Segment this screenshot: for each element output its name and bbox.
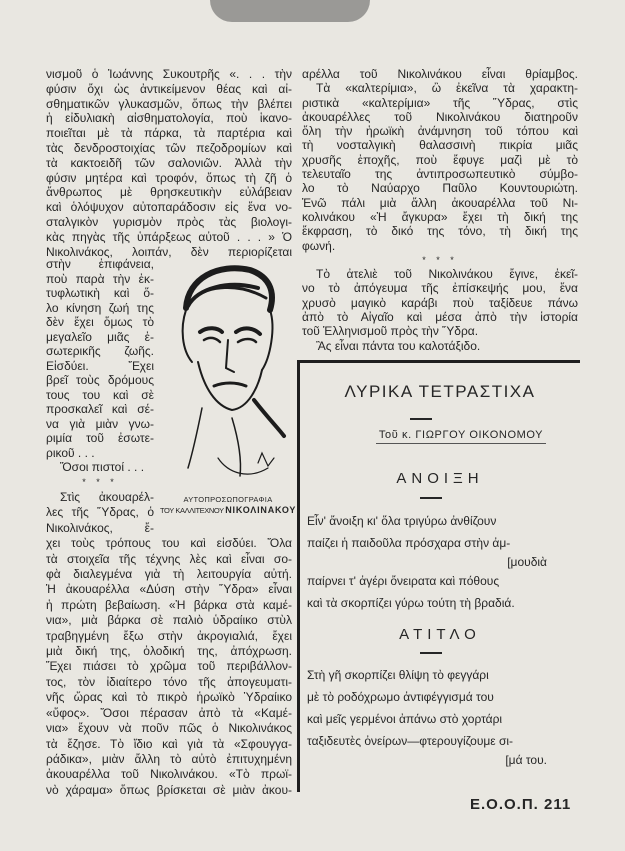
text-line: τὰ ἔζησε. Τὸ ἴδιο καὶ γιὰ τὰ «Σφουγγα- <box>46 736 292 751</box>
text-line: καὶ ὁλόψυχον αὐτοπαράδοσιν εἰς ἕνα νο- <box>46 200 292 215</box>
caption-prefix: ΤΟΥ ΚΑΛΛΙΤΕΧΝΟΥ <box>160 506 226 515</box>
text-line: σταλγικὸν γυρισμὸν πρὸς τὰς βιολογι- <box>46 214 292 229</box>
text-line: μεγαλεῖο μιᾶς ἐ- <box>46 329 154 344</box>
text-line: λο τὸ Ναύαρχο Παῦλο Κουντουριώτη. <box>302 181 578 196</box>
text-line: ἀκουαρέλλες τοῦ Νικολινάκου διατηροῦν <box>302 109 578 124</box>
text-line: ἀπὸ τὸ Αἰγαῖο καὶ μέσα ἀπὸ τὴν ἱστορία <box>302 310 578 325</box>
box-top-rule <box>300 360 580 363</box>
text-line: φωνή. <box>302 238 336 253</box>
poem-line: Εἶν' ἄνοιξη κι' ὅλα τριγύρω ἀνθίζουν <box>307 514 497 528</box>
caption-line-2 <box>160 505 296 516</box>
text-line: προσκαλεῖ καὶ σέ- <box>46 402 154 416</box>
text-line: τὰ στοιχεῖα τῆς τέχνης λὲς καὶ εἶναι σο- <box>46 551 292 566</box>
text-line: ποιεῖται μὲ τὰ πάρκα, τὰ παρτέρια καὶ <box>46 126 292 141</box>
text-line: ράδικα», μιὰν ἄλλη τὸ αὐτὸ ἐπιτυχημένη <box>46 751 292 766</box>
poem-line: καὶ μεῖς γερμένοι ἀπάνω στὸ χορτάρι <box>307 712 503 726</box>
text-line: νο τὸ ἀπόγευμα τῆς ἐπίσκεψής μου, ἕνα <box>302 281 578 296</box>
poem1-dash <box>420 497 442 499</box>
text-line: ἔκφραση, τὸ δικό της τόνο, τὴ δική της <box>302 224 578 239</box>
text-line: Ἂς εἶναι πάντα του καλοτάξιδο. <box>316 338 481 353</box>
text-line: ριστικὰ «καλτερίμια» τῆς Ὕδρας, στὶς <box>302 95 578 110</box>
text-line: λες τῆς Ὕδρας, ὁ <box>46 505 154 520</box>
text-line: ἡ εἰδυλιακὴ αἰσθηματολογία, ποὺ ἱκανο- <box>46 111 292 126</box>
text-line: χρυσὸ μαγικὸ καράβι ποὺ ταξίδευε πάνω <box>302 295 578 310</box>
poems-byline: Τοῦ κ. ΓΙΩΡΓΟΥ ΟΙΚΟΝΟΜΟΥ <box>376 428 546 444</box>
poem1-title: ΑΝΟΙΞΗ <box>396 470 484 487</box>
text-line: κολινάκου «Ἡ ἄγκυρα» ἔχει τὴ δική της <box>302 209 578 224</box>
text-line: ἄνθρωπος μὲ θρησκευτικὴν εὐλάβειαν <box>46 185 292 200</box>
text-line: ποὺ παρὰ τὴν ἐκ- <box>46 271 154 286</box>
poem2-text <box>307 664 547 768</box>
text-line: σωτερικῆς ζωῆς. <box>46 344 154 358</box>
portrait-caption <box>160 494 296 516</box>
text-line: Νικολινάκος, ἔ- <box>46 520 154 535</box>
text-line: τραβηγμένη ἔξω στὴν ἀκρογιαλιά, ἔχει <box>46 628 292 643</box>
text-line: τους του καὶ σὲ <box>46 387 154 402</box>
text-line: «ὕφος». Ὅσοι πέρασαν ἀπὸ τὰ «Καμέ- <box>46 705 292 720</box>
poem-line: μὲ τὸ ροδόχρωμο ἀντιφέγγισμά του <box>307 690 494 704</box>
article-left-narrow <box>46 257 154 489</box>
text-line: φὰ διαλεγμένα γιὰ τὴ λειτουργία αὐτή. <box>46 567 292 582</box>
text-line: Εἰσδύει. Ἔχει <box>46 358 154 373</box>
text-line: αρέλλα τοῦ Νικολινάκου εἶναι θρίαμβος. <box>302 67 578 81</box>
poem-line: ταξιδευτὲς ὀνείρων—φτερουγίζουμε σι- <box>307 734 514 748</box>
text-line: τελευταῖο της ἀντιπροσωπευτικὸ σύμβο- <box>302 167 578 182</box>
text-line: ρικοῦ . . . <box>46 445 95 460</box>
text-line: φύσιν ὄχι ὡς ἀντικείμενον θέας καὶ αἰ- <box>46 81 292 96</box>
text-line: Ἔχει πιάσει τὸ χρῶμα τοῦ περιβάλλον- <box>46 659 292 674</box>
text-line: * * * <box>422 254 458 265</box>
self-portrait-drawing <box>158 258 294 486</box>
text-line: Τὸ ἀτελιὲ τοῦ Νικολινάκου ἔγινε, ἐκεῖ- <box>316 267 578 282</box>
poem-line: παίρνει τ' ἀγέρι ὄνειρατα καὶ πόθους <box>307 574 500 588</box>
text-line: τὰ κακτοειδῆ τῶν σαλονιῶν. Ἀλλὰ τὴν <box>46 155 292 170</box>
text-line: τοῦ Ἑλληνισμοῦ πρὸς τὴν Ὕδρα. <box>302 324 479 339</box>
text-line: νὸ χάραμα» ὅπως βρίσκεται σὲ μιὰν ἀκου- <box>46 782 292 797</box>
poem-line-continuation: [μουδιὰ <box>507 555 547 569</box>
text-line: χρυσῆς ἐποχῆς, ποὺ ἔφυγε μαζὶ μὲ τὸ <box>302 152 578 167</box>
text-line: μιὰ δική της, ὁλοδική της, ἀπόχρωση. <box>46 644 292 659</box>
text-line: ἀκουαρέλλα τοῦ Νικολινάκου. «Τὸ πρωϊ- <box>46 767 292 782</box>
text-line: Ἡ ἀκουαρέλλα «Δύση στὴν Ὕδρα» εἶναι <box>46 582 292 597</box>
text-line: Στὶς ἀκουαρέλ- <box>60 490 154 504</box>
poem2-title: ΑΤΙΤΛΟ <box>399 626 481 643</box>
poem-line-continuation: [μά του. <box>505 753 547 767</box>
text-line: Ὅσοι πιστοί . . . <box>60 460 145 474</box>
text-line: τὴ νοσταλγικὴ θαλασσινὴ πικρία μιᾶς <box>302 138 578 153</box>
text-line: ὅλη τὴν ἡρωϊκὴ ἀνάμνηση τοῦ τόπου καὶ <box>302 124 578 139</box>
box-left-rule <box>297 360 300 792</box>
text-line: νισμοῦ ὁ Ἰωάννης Συκουτρῆς «. . . τὴν <box>46 67 292 81</box>
scan-shadow <box>210 0 370 22</box>
title-dash <box>410 418 432 420</box>
text-line: φύσιν μητέρα καὶ τροφόν, ὅπως τὴ ζῆ ὁ <box>46 170 292 185</box>
poem-line: Στὴ γῆ σκορπίζει θλίψη τὸ φεγγάρι <box>307 668 489 682</box>
text-line: νια» ἔχουν νὰ ποῦν πῶς ὁ Νικολινάκος <box>46 721 292 736</box>
poem-line: παίζει ἡ παιδοῦλα πρόσχαρα στὴν ἀμ- <box>307 536 511 550</box>
text-line: Τὰ «καλτερίμια», ὢ ἐκεῖνα τὰ χαρακτη- <box>316 81 578 96</box>
poems-section-title: ΛΥΡΙΚΑ ΤΕΤΡΑΣΤΙΧΑ <box>344 382 536 401</box>
text-line: σθηματικῶν γλυκασμῶν, ὅπως τὴν βλέπει <box>46 96 292 111</box>
text-line: τος, τὸν ἰδιαίτερο τόνο τῆς ἀπογευματι- <box>46 674 292 689</box>
poem-line: καὶ τὰ σκορπίζει γύρω τούτη τὴ βραδιά. <box>307 596 515 610</box>
text-line: Ἐνῶ πάλι μιὰ ἄλλη ἀκουαρέλλα τοῦ Νι- <box>302 195 578 210</box>
text-line: να γιὰ μιὰν γνω- <box>46 416 154 431</box>
caption-artist-name: ΝΙΚΟΛΙΝΑΚΟΥ <box>225 505 297 515</box>
text-line: κὰς πηγὰς τῆς ὑπάρξεως αὐτοῦ . . . » Ὁ <box>46 229 292 244</box>
text-line: νια», μιὰ βάρκα σὲ παλιὸ ὑδραίικο στὺλ <box>46 613 292 628</box>
text-line: χει τοὺς τρόπους του καὶ εἰσδύει. Ὅλα <box>46 536 292 551</box>
text-line: τυφλωτικὴ καὶ ὅ- <box>46 286 154 300</box>
text-line: ριμία τοῦ ἐσωτε- <box>46 431 154 445</box>
text-line: Νικολινάκος, λοιπάν, δὲν περιορίζεται <box>46 244 292 259</box>
poem2-dash <box>420 652 442 654</box>
text-line: δὲν ἔχει ὅμως τὸ <box>46 315 154 329</box>
text-line: ἡ πρώτη βεβαίωση. «Ἡ βάρκα στὰ καμέ- <box>46 597 292 612</box>
text-line: νῆς ὥρας καὶ τὸ πικρὸ ἡρωϊκὸ Ὑδραίικο <box>46 690 292 705</box>
text-line: λο κίνηση ζωή της <box>46 300 154 315</box>
caption-line-1: ΑΥΤΟΠΡΟΣΩΠΟΓΡΑΦΙΑ <box>183 495 273 504</box>
article-left-top <box>46 67 292 259</box>
text-line: * * * <box>82 476 118 487</box>
article-right <box>302 67 578 353</box>
article-left-lower <box>46 490 292 798</box>
text-line: τὰς δενδροστοιχίας τῶν πεζοδρομίων καὶ <box>46 140 292 155</box>
text-line: βρεῖ τοὺς δρόμους <box>46 373 154 387</box>
page-footer-marker: Ε.Ο.Ο.Π. 211 <box>470 796 572 813</box>
poem1-text <box>307 510 547 614</box>
text-line: στὴν ἐπιφάνεια, <box>46 257 154 271</box>
